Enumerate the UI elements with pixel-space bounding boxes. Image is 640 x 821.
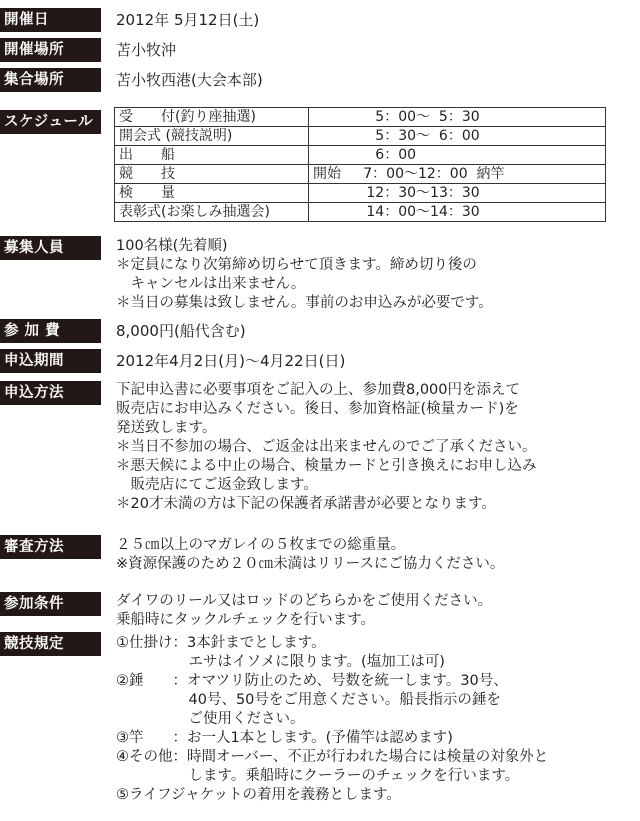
schedule-table-row bbox=[115, 165, 606, 184]
rules-line: ③竿 ：お一人1本とします。(予備竿は認めます) bbox=[116, 730, 453, 746]
rules-line: 40号、50号をご用意ください。船長指示の錘を bbox=[116, 692, 501, 708]
fee-value: 8,000円(船代含む) bbox=[116, 322, 246, 340]
schedule-item: 競 技 bbox=[115, 165, 309, 184]
schedule-table bbox=[114, 107, 606, 222]
schedule-table-row bbox=[115, 184, 606, 203]
method-label: 申込方法 bbox=[0, 381, 101, 405]
schedule-table-row bbox=[115, 127, 606, 146]
schedule-item: 受 付(釣り座抽選) bbox=[115, 108, 309, 127]
schedule-time: 12：30～13：30 bbox=[309, 184, 606, 203]
period-label: 申込期間 bbox=[0, 349, 101, 373]
schedule-item: 出 船 bbox=[115, 146, 309, 165]
conditions-text bbox=[116, 592, 492, 630]
rules-text bbox=[116, 634, 548, 805]
method-line: ＊当日不参加の場合、ご返金は出来ませんのでご了承ください。 bbox=[116, 439, 537, 455]
date-label: 開催日 bbox=[0, 8, 101, 32]
fee-label: 参 加 費 bbox=[0, 319, 101, 343]
recruit-line: キャンセルは出来ません。 bbox=[116, 276, 306, 292]
judging-label: 審査方法 bbox=[0, 535, 101, 559]
schedule-time: 6：00 bbox=[309, 146, 606, 165]
schedule-time: 5：00～ 5：30 bbox=[309, 108, 606, 127]
recruit-line: 100名様(先着順) bbox=[116, 238, 228, 254]
method-line: 発送致します。 bbox=[116, 420, 217, 436]
method-text bbox=[116, 381, 537, 514]
schedule-time: 14：00～14：30 bbox=[309, 203, 606, 222]
recruit-text bbox=[116, 237, 493, 313]
rules-label: 競技規定 bbox=[0, 632, 101, 656]
method-line: ＊悪天候による中止の場合、検量カードと引き換えにお申し込み bbox=[116, 458, 537, 474]
schedule-table-row bbox=[115, 146, 606, 165]
conditions-label: 参加条件 bbox=[0, 592, 101, 616]
recruit-line: ＊定員になり次第締め切らせて頂きます。締め切り後の bbox=[116, 257, 477, 273]
recruit-label: 募集人員 bbox=[0, 236, 101, 260]
judging-line: ２５㎝以上のマガレイの５枚までの総重量。 bbox=[116, 537, 406, 553]
period-value: 2012年4月2日(月)～4月22日(日) bbox=[116, 352, 346, 370]
rules-line: します。乗船時にクーラーのチェックを行います。 bbox=[116, 768, 520, 784]
rules-line: ご使用ください。 bbox=[116, 711, 305, 727]
method-line: 販売店にてご返金致します。 bbox=[116, 477, 318, 493]
schedule-label: スケジュール bbox=[0, 110, 101, 134]
rules-line: ①仕掛け：3本針までとします。 bbox=[116, 635, 326, 651]
method-line: 下記申込書に必要事項をご記入の上、参加費8,000円を添えて bbox=[116, 382, 521, 398]
schedule-time: 5：30～ 6：00 bbox=[309, 127, 606, 146]
venue-label: 開催場所 bbox=[0, 38, 101, 62]
rules-line: ②錘 ：オマツリ防止のため、号数を統一します。30号、 bbox=[116, 673, 508, 689]
conditions-line: ダイワのリール又はロッドのどちらかをご使用ください。 bbox=[116, 593, 493, 609]
rules-line: ⑤ライフジャケットの着用を義務とします。 bbox=[116, 787, 401, 803]
schedule-item: 表彰式(お楽しみ抽選会) bbox=[115, 203, 309, 222]
method-line: 販売店にお申込みください。後日、参加資格証(検量カード)を bbox=[116, 401, 519, 417]
meet-label: 集合場所 bbox=[0, 68, 101, 92]
rules-line: ④その他：時間オーバー、不正が行われた場合には検量の対象外と bbox=[116, 749, 549, 765]
schedule-table-row bbox=[115, 108, 606, 127]
date-value: 2012年 5月12日(土) bbox=[116, 11, 260, 29]
schedule-item: 開会式 (競技説明) bbox=[115, 127, 309, 146]
recruit-line: ＊当日の募集は致しません。事前のお申込みが必要です。 bbox=[116, 295, 493, 311]
method-line: ＊20才未満の方は下記の保護者承諾書が必要となります。 bbox=[116, 496, 496, 512]
venue-value: 苫小牧沖 bbox=[116, 41, 177, 59]
schedule-table-row bbox=[115, 203, 606, 222]
meet-value: 苫小牧西港(大会本部) bbox=[116, 71, 263, 89]
schedule-time: 開始 7：00～12：00 納竿 bbox=[309, 165, 606, 184]
rules-line: エサはイソメに限ります。(塩加工は可) bbox=[116, 654, 445, 670]
judging-text bbox=[116, 536, 504, 574]
conditions-line: 乗船時にタックルチェックを行います。 bbox=[116, 612, 375, 628]
judging-line: ※資源保護のため２０㎝未満はリリースにご協力ください。 bbox=[116, 556, 505, 572]
schedule-item: 検 量 bbox=[115, 184, 309, 203]
